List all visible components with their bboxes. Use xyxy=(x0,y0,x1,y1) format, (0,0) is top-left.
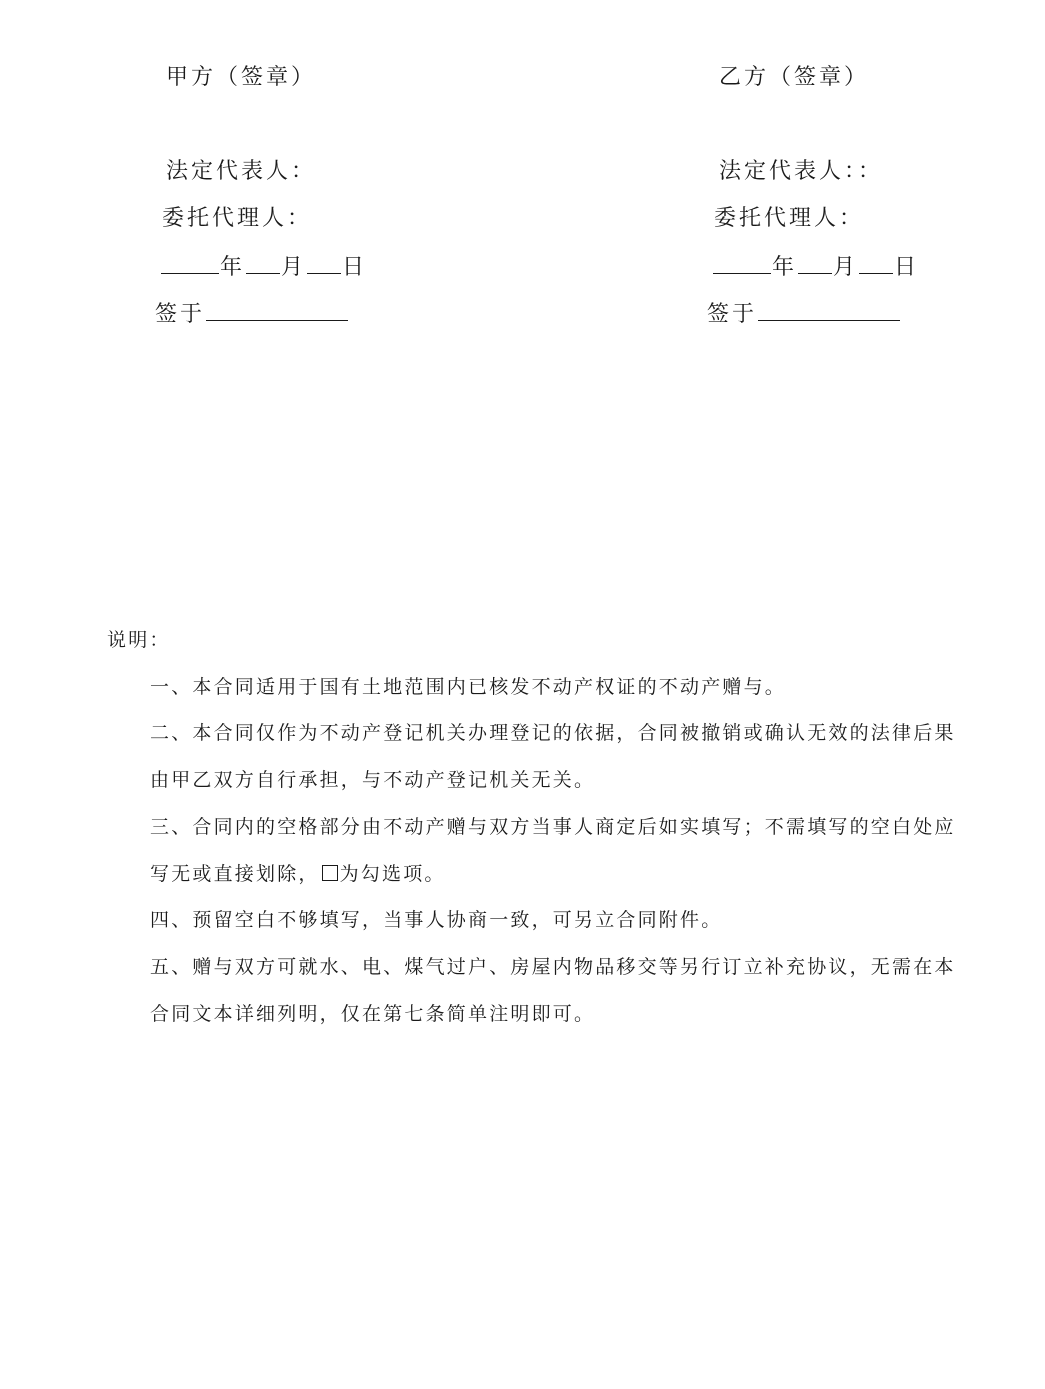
checkbox-icon xyxy=(322,865,338,881)
party-a-agent-label: 委托代理人： xyxy=(162,206,313,231)
month-label: 月 xyxy=(833,255,859,280)
note-item-3-text-before: 写无或直接划除， xyxy=(150,863,320,885)
note-item-2: 二、本合同仅作为不动产登记机关办理登记的依据，合同被撤销或确认无效的法律后果 xyxy=(150,722,956,744)
note-item-2-cont: 由甲乙双方自行承担，与不动产登记机关无关。 xyxy=(150,769,596,791)
note-item-4: 四、预留空白不够填写，当事人协商一致，可另立合同附件。 xyxy=(150,909,723,931)
notes-title: 说明： xyxy=(107,629,171,651)
party-b-agent-label: 委托代理人： xyxy=(714,206,865,231)
month-label: 月 xyxy=(281,255,307,280)
party-a-legal-rep-label: 法定代表人： xyxy=(166,159,317,184)
party-b-seal-label: 乙方（签章） xyxy=(719,65,870,90)
note-item-3-cont xyxy=(150,859,446,889)
day-label: 日 xyxy=(342,255,368,280)
party-b-legal-rep-label: 法定代表人：： xyxy=(719,159,884,184)
note-item-5-cont: 合同文本详细列明，仅在第七条简单注明即可。 xyxy=(150,1003,596,1025)
day-label: 日 xyxy=(894,255,920,280)
party-a-seal-label: 甲方（签章） xyxy=(166,65,317,90)
signed-at-label: 签于 xyxy=(707,302,758,327)
note-item-5: 五、赠与双方可就水、电、煤气过户、房屋内物品移交等另行订立补充协议，无需在本 xyxy=(150,956,956,978)
year-label: 年 xyxy=(220,255,246,280)
note-item-1: 一、本合同适用于国有土地范围内已核发不动产权证的不动产赠与。 xyxy=(150,676,787,698)
note-item-3-text-after: 为勾选项。 xyxy=(339,863,446,885)
note-item-3: 三、合同内的空格部分由不动产赠与双方当事人商定后如实填写；不需填写的空白处应 xyxy=(150,816,956,838)
signed-at-label: 签于 xyxy=(155,302,206,327)
year-label: 年 xyxy=(772,255,798,280)
